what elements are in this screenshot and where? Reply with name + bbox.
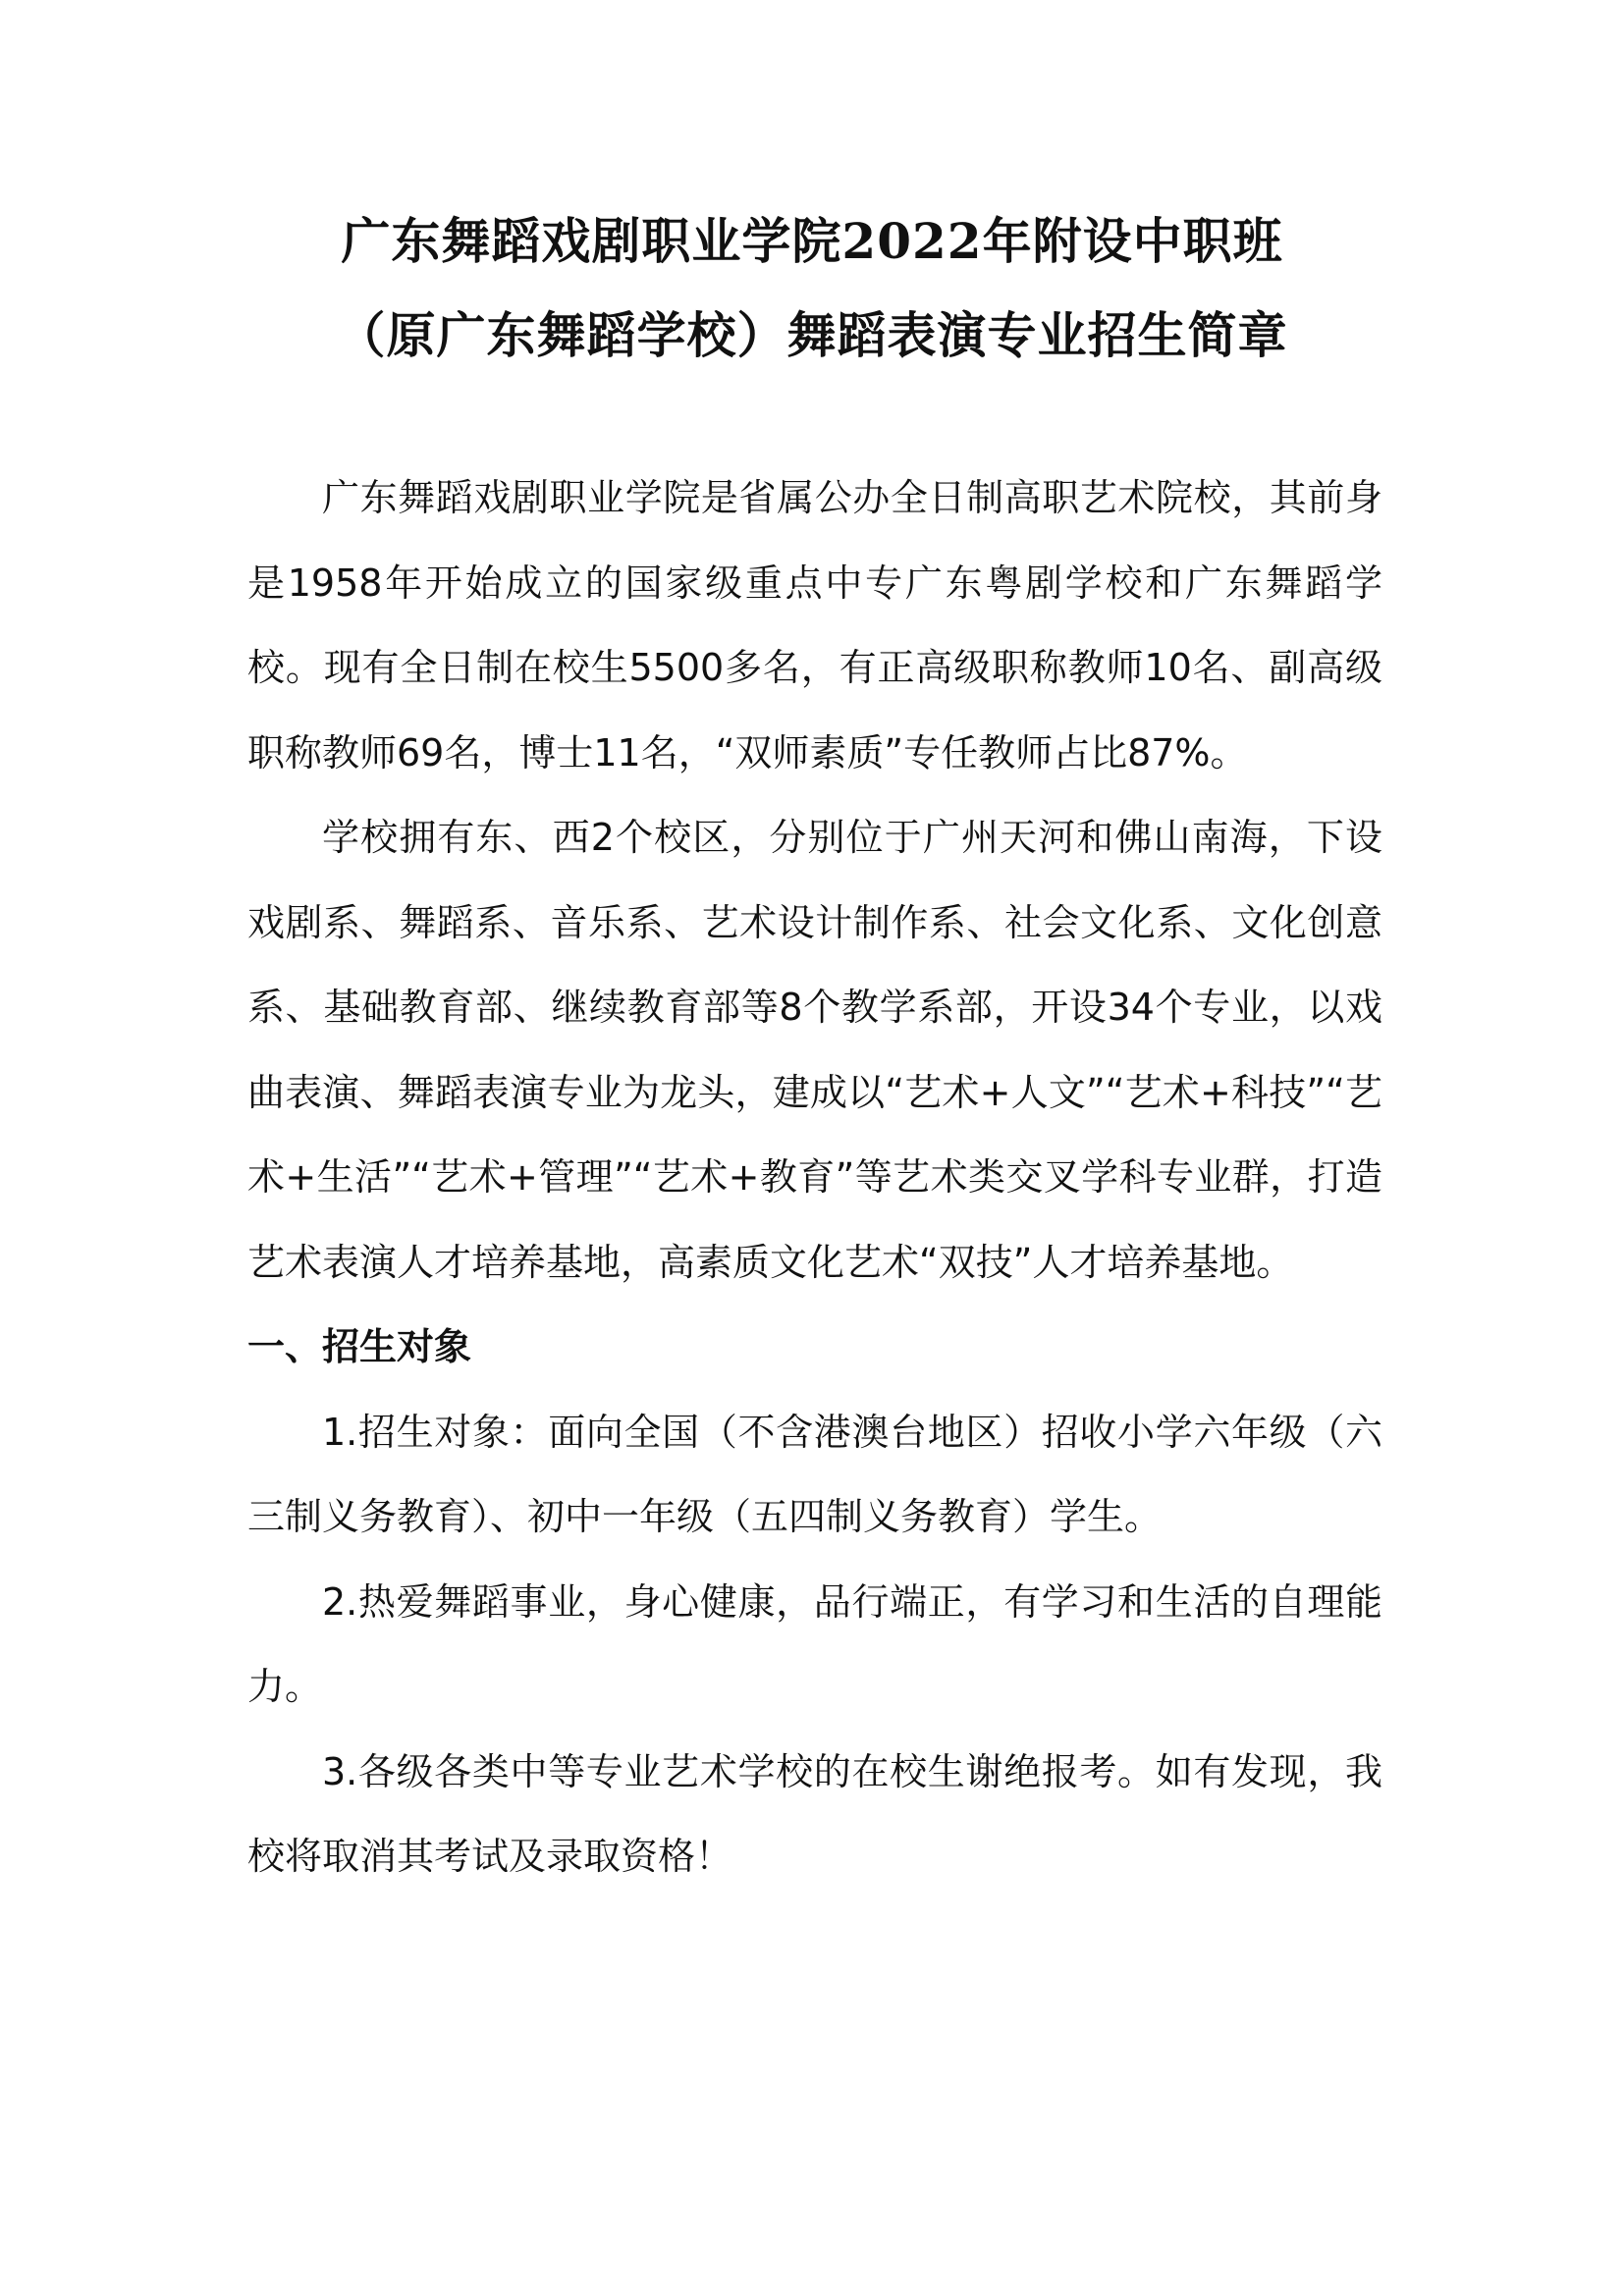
title-line-1: 广东舞蹈戏剧职业学院2022年附设中职班 bbox=[341, 212, 1283, 270]
document-title bbox=[0, 194, 1624, 383]
section-heading-enrollment-target: 一、招生对象 bbox=[247, 1325, 472, 1368]
title-line-2: （原广东舞蹈学校）舞蹈表演专业招生简章 bbox=[336, 306, 1288, 364]
enrollment-item-2: 2.热爱舞蹈事业，身心健康，品行端正，有学习和生活的自理能力。 bbox=[247, 1579, 1382, 1708]
document-body bbox=[247, 455, 1382, 1899]
intro-paragraph-2: 学校拥有东、西2个校区，分别位于广州天河和佛山南海，下设戏剧系、舞蹈系、音乐系、艺术设计制作系、社会文化系、文化创意系、基础教育部、继续教育部等8个教学系部，开设34个专业，以戏曲表演、舞蹈表演专业为龙头，建成以“艺术+人文”“艺术+科技”“艺术+生活”“艺术+管理”“艺术+教育”等艺术类交叉学科专业群，打造艺术表演人才培养基地，高素质文化艺术“双技”人才培养基地。 bbox=[247, 816, 1382, 1284]
enrollment-item-3: 3.各级各类中等专业艺术学校的在校生谢绝报考。如有发现，我校将取消其考试及录取资格！ bbox=[247, 1749, 1382, 1878]
enrollment-item-1: 1.招生对象：面向全国（不含港澳台地区）招收小学六年级（六三制义务教育）、初中一年级（五四制义务教育）学生。 bbox=[247, 1410, 1382, 1538]
intro-paragraph-1: 广东舞蹈戏剧职业学院是省属公办全日制高职艺术院校，其前身是1958年开始成立的国家级重点中专广东粤剧学校和广东舞蹈学校。现有全日制在校生5500多名，有正高级职称教师10名、副高级职称教师69名，博士11名，“双师素质”专任教师占比87%。 bbox=[247, 476, 1382, 774]
